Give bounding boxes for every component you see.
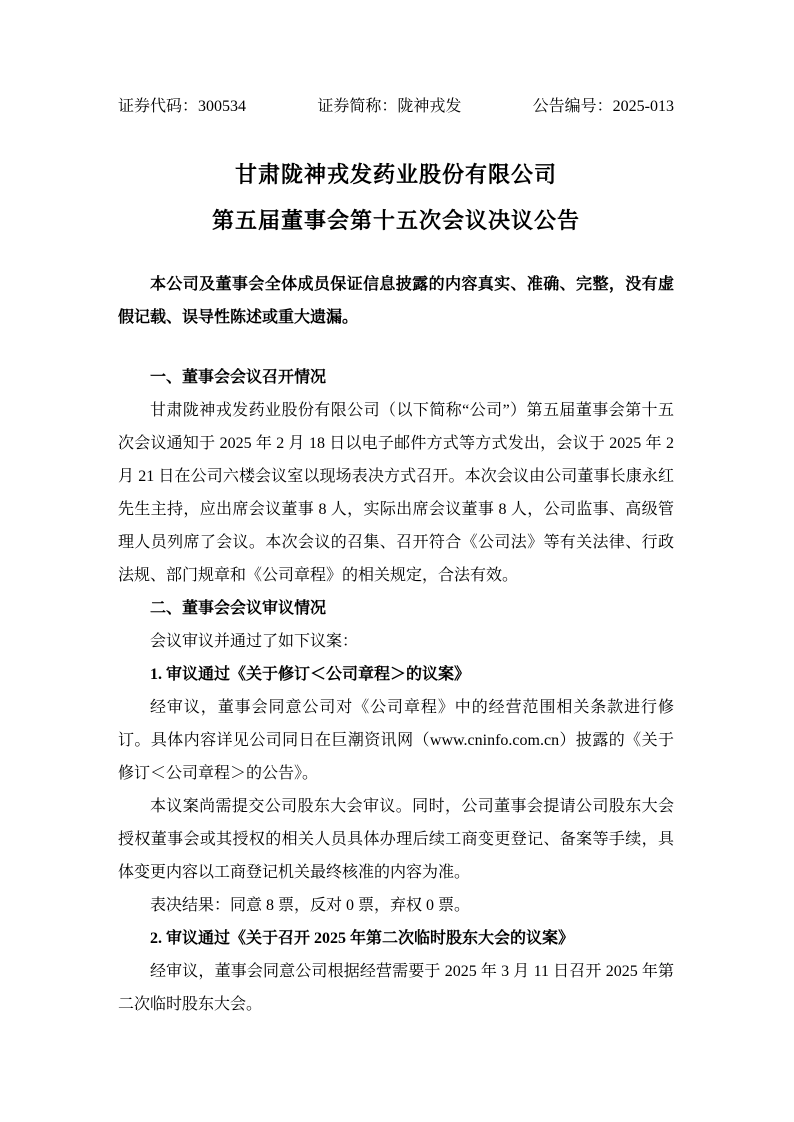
item-1-authorization-paragraph: 本议案尚需提交公司股东大会审议。同时，公司董事会提请公司股东大会授权董事会或其授权的相关人员具体办理后续工商变更登记、备案等手续，具体变更内容以工商登记机关最终核准的内容为准。 xyxy=(118,798,674,881)
item-2-detail-paragraph: 经审议，董事会同意公司根据经营需要于 2025 年 3 月 11 日召开 2025 年第二次临时股东大会。 xyxy=(118,963,674,1013)
section-1-heading: 一、董事会会议召开情况 xyxy=(150,369,327,386)
item-1-heading: 1. 审议通过《关于修订＜公司章程＞的议案》 xyxy=(150,666,471,683)
stock-code: 证券代码：300534 xyxy=(118,98,247,115)
document-body xyxy=(118,268,674,1021)
item-1-detail-paragraph: 经审议，董事会同意公司对《公司章程》中的经营范围相关条款进行修订。具体内容详见公司同日在巨潮资讯网（www.cninfo.com.cn）披露的《关于修订＜公司章程＞的公告》。 xyxy=(118,699,674,782)
section-2-heading: 二、董事会会议审议情况 xyxy=(150,600,327,617)
review-intro-paragraph: 会议审议并通过了如下议案： xyxy=(150,633,359,650)
company-name-title: 甘肃陇神戎发药业股份有限公司 xyxy=(234,162,557,187)
document-header xyxy=(118,96,674,118)
disclaimer-paragraph: 本公司及董事会全体成员保证信息披露的内容真实、准确、完整，没有虚假记载、误导性陈述或重大遗漏。 xyxy=(118,276,674,326)
stock-name: 证券简称：陇神戎发 xyxy=(317,98,462,115)
item-2-heading: 2. 审议通过《关于召开 2025 年第二次临时股东大会的议案》 xyxy=(150,930,575,947)
announcement-number: 公告编号：2025-013 xyxy=(532,98,674,115)
announcement-title: 第五届董事会第十五次会议决议公告 xyxy=(211,208,580,233)
meeting-convening-paragraph: 甘肃陇神戎发药业股份有限公司（以下简称“公司”）第五届董事会第十五次会议通知于 2025 年 2 月 18 日以电子邮件方式等方式发出，会议于 2025 年 2 月 21 日在公司六楼会议室以现场表决方式召开。本次会议由公司董事长康永红先生主持，应出席会议董事 8 人，实际出席会议董事 8 人，公司监事、高级管理人员列席了会议。本次会议的召集、召开符合《公司法》等有关法律、行政法规、部门规章和《公司章程》的相关规定，合法有效。 xyxy=(118,402,674,584)
item-1-vote-result: 表决结果：同意 8 票，反对 0 票，弃权 0 票。 xyxy=(150,897,471,914)
